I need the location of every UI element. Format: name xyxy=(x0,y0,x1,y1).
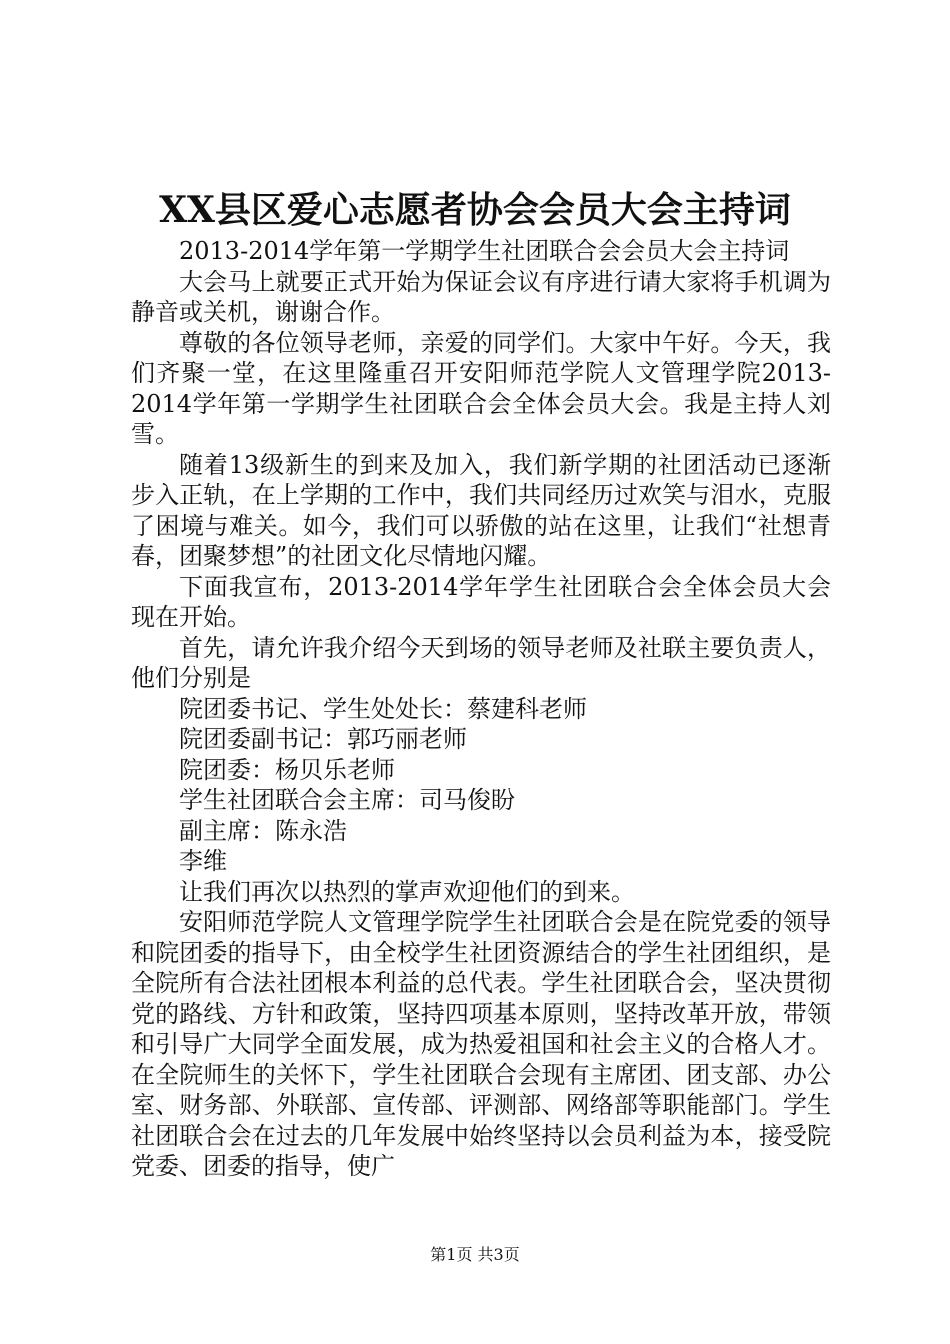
paragraph-subtitle: 2013-2014学年第一学期学生社团联合会会员大会主持词 xyxy=(179,237,790,265)
paragraph-introduce-guests: 首先，请允许我介绍今天到场的领导老师及社联主要负责人，他们分别是 xyxy=(131,633,831,692)
guest-line: 院团委副书记：郭巧丽老师 xyxy=(179,725,467,753)
guest-line: 李维 xyxy=(179,847,227,875)
guest-line: 副主席：陈永浩 xyxy=(179,816,347,845)
guest-line: 院团委书记、学生处处长：蔡建科老师 xyxy=(179,694,587,723)
paragraph-intro: 随着13级新生的到来及加入，我们新学期的社团活动已逐渐步入正轨，在上学期的工作中，我们共同经历过欢笑与泪水，克服了困境与难关。如今，我们可以骄傲的站在这里，让我们“社想青春，团聚梦想”的社团文化尽情地闪耀。 xyxy=(131,450,831,570)
paragraph-notice: 大会马上就要正式开始为保证会议有序进行请大家将手机调为静音或关机，谢谢合作。 xyxy=(131,267,831,326)
paragraph-organization: 安阳师范学院人文管理学院学生社团联合会是在院党委的领导和院团委的指导下，由全校学生社团资源结合的学生社团组织，是全院所有合法社团根本利益的总代表。学生社团联合会，坚决贯彻党的路线、方针和政策，坚持四项基本原则，坚持改革开放，带领和引导广大同学全面发展，成为热爱祖国和社会主义的合格人才。在全院师生的关怀下，学生社团联合会现有主席团、团支部、办公室、财务部、外联部、宣传部、评测部、网络部等职能部门。学生社团联合会在过去的几年发展中始终坚持以会员利益为本，接受院党委、团委的指导，使广 xyxy=(131,908,831,1180)
guest-line: 学生社团联合会主席：司马俊盼 xyxy=(179,786,515,814)
document-body xyxy=(131,236,831,1182)
paragraph-welcome: 让我们再次以热烈的掌声欢迎他们的到来。 xyxy=(179,877,635,906)
guest-line: 院团委：杨贝乐老师 xyxy=(179,755,395,784)
page-footer: 第1页 共3页 xyxy=(430,1245,520,1264)
paragraph-announcement: 下面我宣布，2013-2014学年学生社团联合会全体会员大会现在开始。 xyxy=(131,572,831,631)
document-title: XX县区爱心志愿者协会会员大会主持词 xyxy=(159,189,791,231)
paragraph-greeting: 尊敬的各位领导老师，亲爱的同学们。大家中午好。今天，我们齐聚一堂，在这里隆重召开安阳师范学院人文管理学院2013-2014学年第一学期学生社团联合会全体会员大会。我是主持人刘雪。 xyxy=(131,328,831,448)
